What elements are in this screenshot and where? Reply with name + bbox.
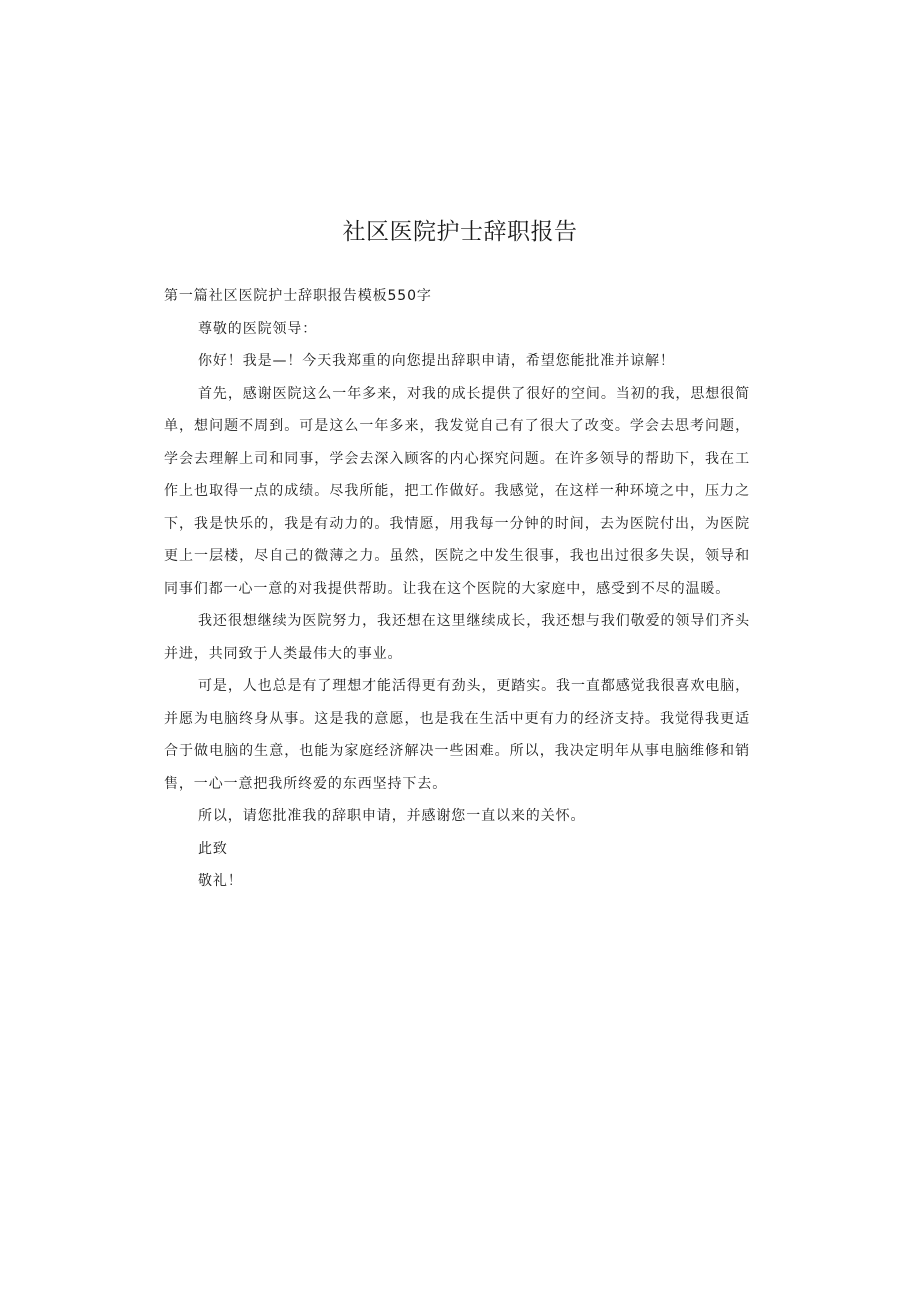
document-body — [164, 280, 750, 898]
document-subtitle: 第一篇社区医院护士辞职报告模板550字 — [164, 288, 432, 304]
paragraph-greeting: 你好！我是—！今天我郑重的向您提出辞职申请，希望您能批准并谅解！ — [198, 353, 675, 369]
closing-respect: 此致 — [198, 840, 228, 857]
paragraph-aspiration: 我还很想继续为医院努力，我还想在这里继续成长，我还想与我们敬爱的领导们齐头并进，共同致于人类最伟大的事业。 — [164, 613, 750, 662]
salutation: 尊敬的医院领导： — [198, 320, 318, 337]
paragraph-gratitude: 首先，感谢医院这么一年多来，对我的成长提供了很好的空间。当初的我，思想很简单，想问题不周到。可是这么一年多来，我发觉自己有了很大了改变。学会去思考问题，学会去理解上司和同事，学会去深入顾客的内心探究问题。在许多领导的帮助下，我在工作上也取得一点的成绩。尽我所能，把工作做好。我感觉，在这样一种环境之中，压力之下，我是快乐的，我是有动力的。我情愿，用我每一分钟的时间，去为医院付出，为医院更上一层楼，尽自己的微薄之力。虽然，医院之中发生很事，我也出过很多失误，领导和同事们都一心一意的对我提供帮助。让我在这个医院的大家庭中，感受到不尽的温暖。 — [164, 385, 750, 597]
document-title: 社区医院护士辞职报告 — [342, 219, 578, 245]
closing-salute: 敬礼！ — [198, 873, 243, 889]
paragraph-request: 所以，请您批准我的辞职申请，并感谢您一直以来的关怀。 — [198, 808, 586, 824]
paragraph-reason: 可是，人也总是有了理想才能活得更有劲头，更踏实。我一直都感觉我很喜欢电脑，并愿为电脑终身从事。这是我的意愿，也是我在生活中更有力的经济支持。我觉得我更适合于做电脑的生意，也能为家庭经济解决一些困难。所以，我决定明年从事电脑维修和销售，一心一意把我所终爱的东西坚持下去。 — [164, 678, 750, 792]
